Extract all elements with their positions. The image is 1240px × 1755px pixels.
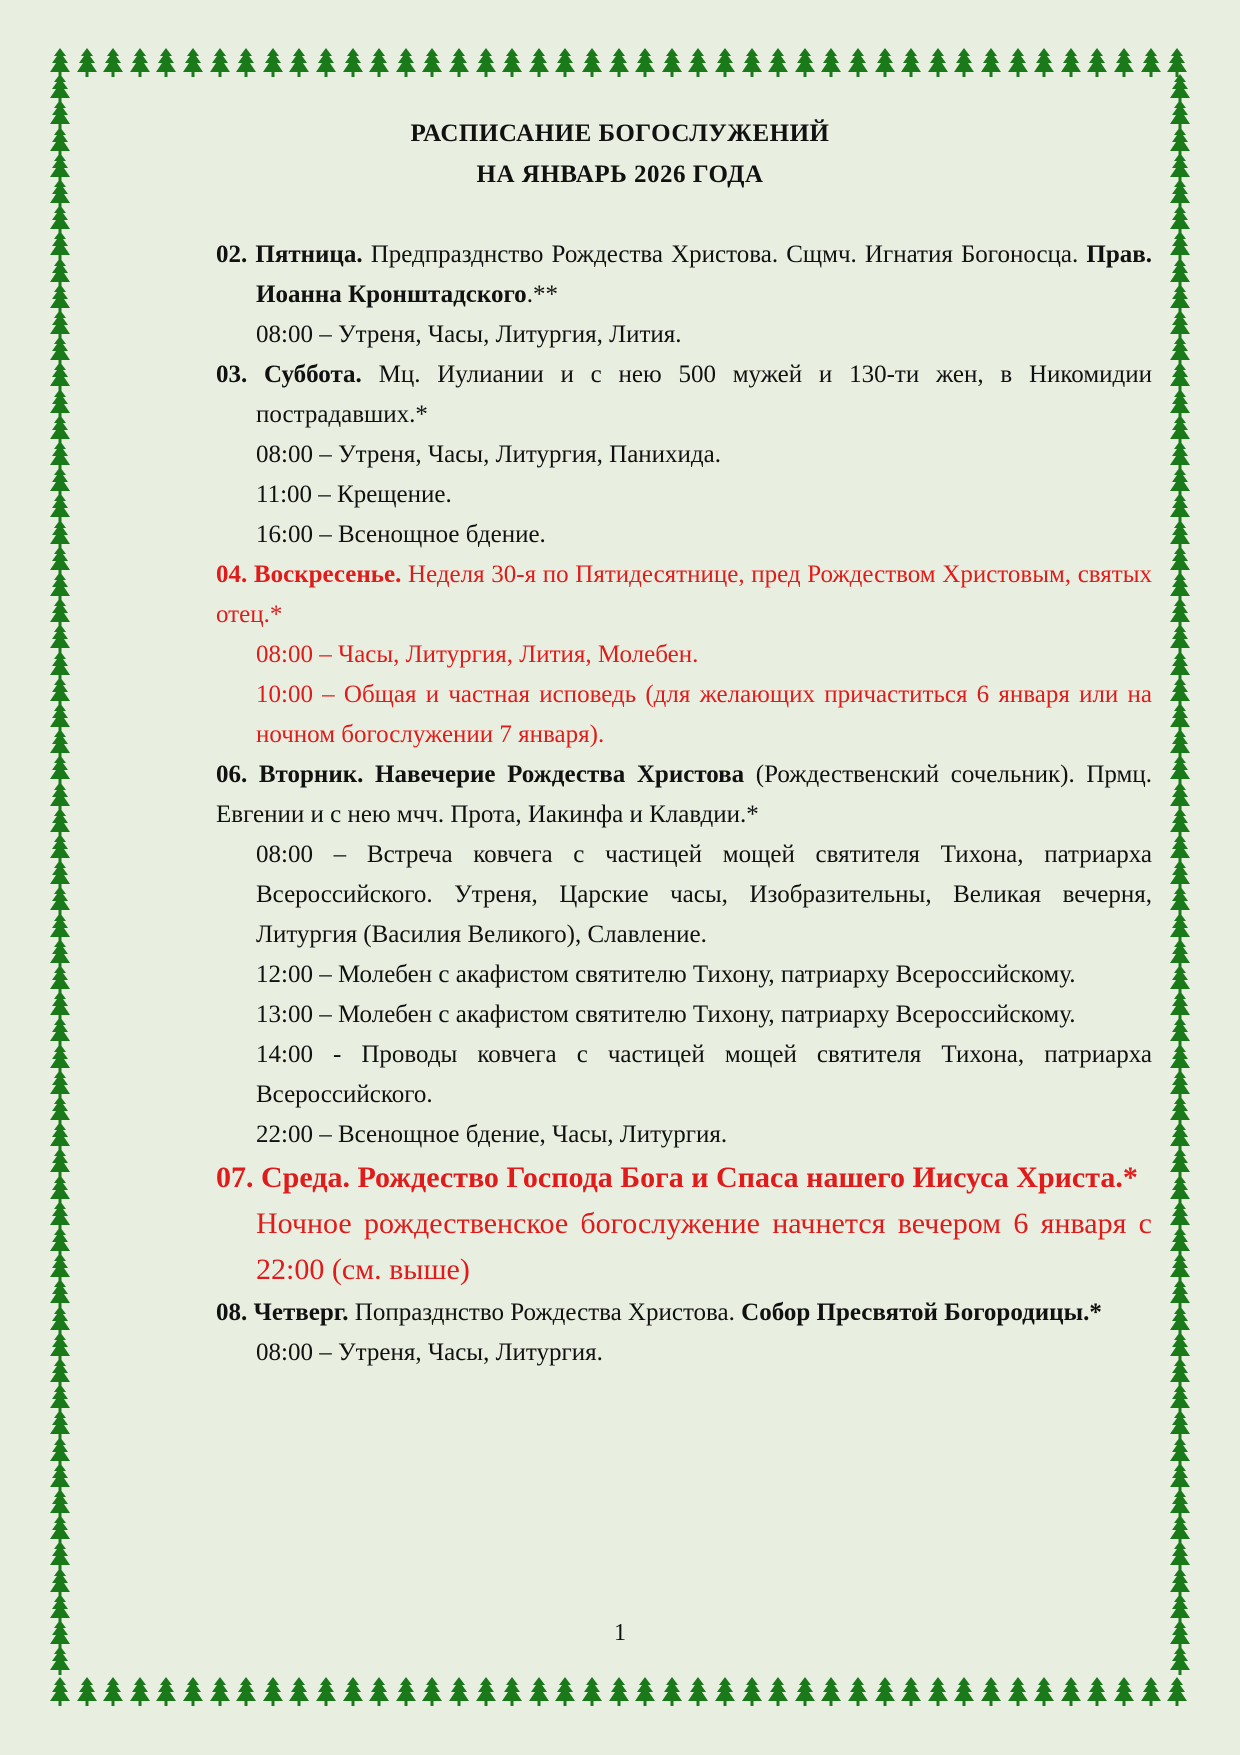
christmas-tree-icon [49, 1279, 71, 1309]
schedule-entry-06 [216, 755, 1152, 1155]
entry-text: Предпразднство Рождества Христова. Сщмч. Игнатия Богоносца. [362, 241, 1087, 268]
entry-text: Неделя 30-я по Пятидесятнице, пред Рождеством Христовым, святых отец.* [216, 561, 1153, 628]
christmas-tree-icon [741, 1677, 763, 1707]
christmas-tree-icon [1169, 362, 1191, 392]
christmas-tree-icon [49, 231, 71, 261]
christmas-tree-icon [49, 1677, 71, 1707]
christmas-tree-icon [874, 1677, 896, 1707]
page-title-line-1: РАСПИСАНИЕ БОГОСЛУЖЕНИЙ [410, 120, 830, 147]
christmas-tree-icon [528, 48, 550, 78]
christmas-tree-icon [155, 1677, 177, 1707]
christmas-tree-icon [820, 1677, 842, 1707]
schedule-entry-03 [216, 355, 1152, 555]
christmas-tree-icon [1033, 1677, 1055, 1707]
entry-day: 02. Пятница. [216, 241, 363, 268]
christmas-tree-icon [1169, 231, 1191, 261]
entry-text: (Рождественский сочельник). Прмц. Евгении и с нею мчч. Прота, Иакинфа и Клавдии.* [216, 761, 1152, 828]
christmas-tree-icon [288, 48, 310, 78]
service-line: 08:00 – Часы, Литургия, Лития, Молебен. [256, 641, 699, 668]
page-number: 1 [614, 1620, 626, 1646]
christmas-tree-icon [76, 48, 98, 78]
christmas-tree-icon [1169, 1541, 1191, 1571]
christmas-tree-icon [687, 48, 709, 78]
christmas-tree-icon [49, 1148, 71, 1178]
christmas-tree-icon [421, 48, 443, 78]
christmas-tree-icon [262, 1677, 284, 1707]
christmas-tree-icon [1033, 48, 1055, 78]
christmas-tree-icon [874, 48, 896, 78]
christmas-tree-icon [1169, 1148, 1191, 1178]
christmas-tree-icon [342, 48, 364, 78]
christmas-tree-icon [1086, 1677, 1108, 1707]
christmas-tree-icon [129, 48, 151, 78]
christmas-tree-icon [1169, 1646, 1191, 1676]
christmas-tree-icon [554, 1677, 576, 1707]
christmas-tree-icon [395, 48, 417, 78]
christmas-tree-icon [608, 48, 630, 78]
entry-heading [216, 355, 1152, 435]
christmas-tree-icon [395, 1677, 417, 1707]
christmas-tree-icon [847, 1677, 869, 1707]
christmas-tree-icon [501, 1677, 523, 1707]
christmas-tree-icon [155, 48, 177, 78]
entry-day: 06. Вторник. Навечерие Рождества Христова [216, 761, 745, 788]
christmas-tree-icon [448, 48, 470, 78]
christmas-tree-icon [714, 48, 736, 78]
christmas-tree-icon [980, 1677, 1002, 1707]
christmas-tree-icon [475, 1677, 497, 1707]
entry-heading [216, 1293, 1152, 1333]
christmas-tree-icon [1169, 1410, 1191, 1440]
christmas-tree-icon [900, 1677, 922, 1707]
entry-day: 08. Четверг. [216, 1299, 349, 1326]
christmas-tree-icon [315, 1677, 337, 1707]
christmas-tree-icon [927, 48, 949, 78]
christmas-tree-icon [794, 48, 816, 78]
christmas-tree-icon [49, 362, 71, 392]
christmas-tree-icon [1166, 1677, 1188, 1707]
christmas-tree-icon [129, 1677, 151, 1707]
service-line: 08:00 – Встреча ковчега с частицей мощей святителя Тихона, патриарха Всероссийского. Утреня, Царские часы, Изобразительны, Великая вечерня, Литургия (Василия Великого), Славление. [256, 841, 1152, 948]
christmas-tree-icon [1169, 755, 1191, 785]
service-line: 13:00 – Молебен с акафистом святителю Тихону, патриарху Всероссийскому. [256, 1001, 1076, 1028]
christmas-tree-icon [1140, 1677, 1162, 1707]
christmas-tree-icon [209, 48, 231, 78]
christmas-tree-icon [980, 48, 1002, 78]
christmas-tree-icon [1169, 886, 1191, 916]
entry-text: Попразднство Рождества Христова. [348, 1299, 742, 1326]
service-line: 11:00 – Крещение. [256, 481, 452, 508]
christmas-tree-icon [1169, 493, 1191, 523]
christmas-tree-icon [76, 1677, 98, 1707]
christmas-tree-icon [767, 1677, 789, 1707]
christmas-tree-icon [421, 1677, 443, 1707]
christmas-tree-icon [687, 1677, 709, 1707]
service-line: 10:00 – Общая и частная исповедь (для желающих причаститься 6 января или на ночном богослужении 7 января). [256, 681, 1152, 748]
christmas-tree-icon [554, 48, 576, 78]
christmas-tree-icon [49, 886, 71, 916]
service-line: 22:00 – Всенощное бдение, Часы, Литургия. [256, 1121, 728, 1148]
christmas-tree-icon [1086, 48, 1108, 78]
christmas-tree-icon [900, 48, 922, 78]
christmas-tree-icon [1169, 1017, 1191, 1047]
entry-heading [216, 235, 1152, 315]
christmas-tree-icon [49, 1017, 71, 1047]
christmas-tree-icon [102, 1677, 124, 1707]
entry-saint: Прав. Иоанна Кронштадского [256, 241, 1152, 308]
christmas-tree-icon [342, 1677, 364, 1707]
christmas-tree-icon [927, 1677, 949, 1707]
service-line: 12:00 – Молебен с акафистом святителю Тихону, патриарху Всероссийскому. [256, 961, 1076, 988]
christmas-tree-icon [608, 1677, 630, 1707]
christmas-tree-icon [368, 1677, 390, 1707]
christmas-tree-icon [49, 624, 71, 654]
christmas-tree-icon [49, 1541, 71, 1571]
christmas-tree-icon [847, 48, 869, 78]
christmas-tree-icon [661, 48, 683, 78]
christmas-tree-icon [741, 48, 763, 78]
christmas-tree-icon [262, 48, 284, 78]
entry-heading [216, 555, 1152, 635]
christmas-tree-icon [49, 755, 71, 785]
christmas-tree-icon [315, 48, 337, 78]
christmas-tree-icon [581, 48, 603, 78]
service-line: 14:00 - Проводы ковчега с частицей мощей святителя Тихона, патриарха Всероссийского. [256, 1041, 1152, 1108]
christmas-tree-icon [820, 48, 842, 78]
schedule-entry-02 [216, 235, 1152, 355]
page-title-line-2: НА ЯНВАРЬ 2026 ГОДА [476, 161, 764, 188]
christmas-tree-icon [235, 1677, 257, 1707]
service-line: 16:00 – Всенощное бдение. [256, 521, 546, 548]
christmas-tree-icon [1113, 1677, 1135, 1707]
christmas-tree-icon [581, 1677, 603, 1707]
schedule-entry-07 [216, 1155, 1152, 1293]
christmas-tree-icon [501, 48, 523, 78]
christmas-tree-icon [288, 1677, 310, 1707]
christmas-tree-icon [634, 1677, 656, 1707]
christmas-tree-icon [182, 1677, 204, 1707]
christmas-tree-icon [1113, 48, 1135, 78]
christmas-tree-icon [767, 48, 789, 78]
entry-feast: Собор Пресвятой Богородицы.* [741, 1299, 1102, 1326]
service-line: 08:00 – Утреня, Часы, Литургия. [256, 1339, 603, 1366]
christmas-tree-icon [49, 1410, 71, 1440]
christmas-tree-icon [1140, 48, 1162, 78]
christmas-tree-icon [953, 48, 975, 78]
christmas-tree-icon [1060, 1677, 1082, 1707]
christmas-tree-icon [475, 48, 497, 78]
christmas-tree-icon [794, 1677, 816, 1707]
entry-suffix: .** [526, 281, 558, 308]
entry-text: Мц. Иулиании и с нею 500 мужей и 130-ти жен, в Никомидии пострадавших.* [256, 361, 1153, 428]
entry-heading [216, 755, 1152, 835]
christmas-tree-icon [448, 1677, 470, 1707]
christmas-tree-icon [368, 48, 390, 78]
christmas-tree-icon [661, 1677, 683, 1707]
christmas-tree-icon [49, 1646, 71, 1676]
christmas-tree-icon [1169, 1279, 1191, 1309]
service-line: 08:00 – Утреня, Часы, Литургия, Лития. [256, 321, 682, 348]
service-line: 08:00 – Утреня, Часы, Литургия, Панихида. [256, 441, 722, 468]
christmas-tree-icon [102, 48, 124, 78]
christmas-tree-icon [182, 48, 204, 78]
christmas-tree-icon [209, 1677, 231, 1707]
christmas-tree-icon [1060, 48, 1082, 78]
christmas-tree-icon [235, 48, 257, 78]
feast-title: 07. Среда. Рождество Господа Бога и Спаса нашего Иисуса Христа.* [216, 1161, 1138, 1194]
schedule-list [216, 235, 1152, 1373]
christmas-tree-icon [714, 1677, 736, 1707]
feast-note: Ночное рождественское богослужение начнется вечером 6 января с 22:00 (см. выше) [256, 1207, 1152, 1286]
christmas-tree-icon [528, 1677, 550, 1707]
entry-day: 04. Воскресенье. [216, 561, 402, 588]
entry-day: 03. Суббота. [216, 361, 362, 388]
christmas-tree-icon [953, 1677, 975, 1707]
christmas-tree-icon [1007, 1677, 1029, 1707]
christmas-tree-icon [49, 493, 71, 523]
christmas-tree-icon [1169, 624, 1191, 654]
christmas-tree-icon [634, 48, 656, 78]
schedule-entry-04 [216, 555, 1152, 755]
schedule-entry-08 [216, 1293, 1152, 1373]
christmas-tree-icon [1007, 48, 1029, 78]
